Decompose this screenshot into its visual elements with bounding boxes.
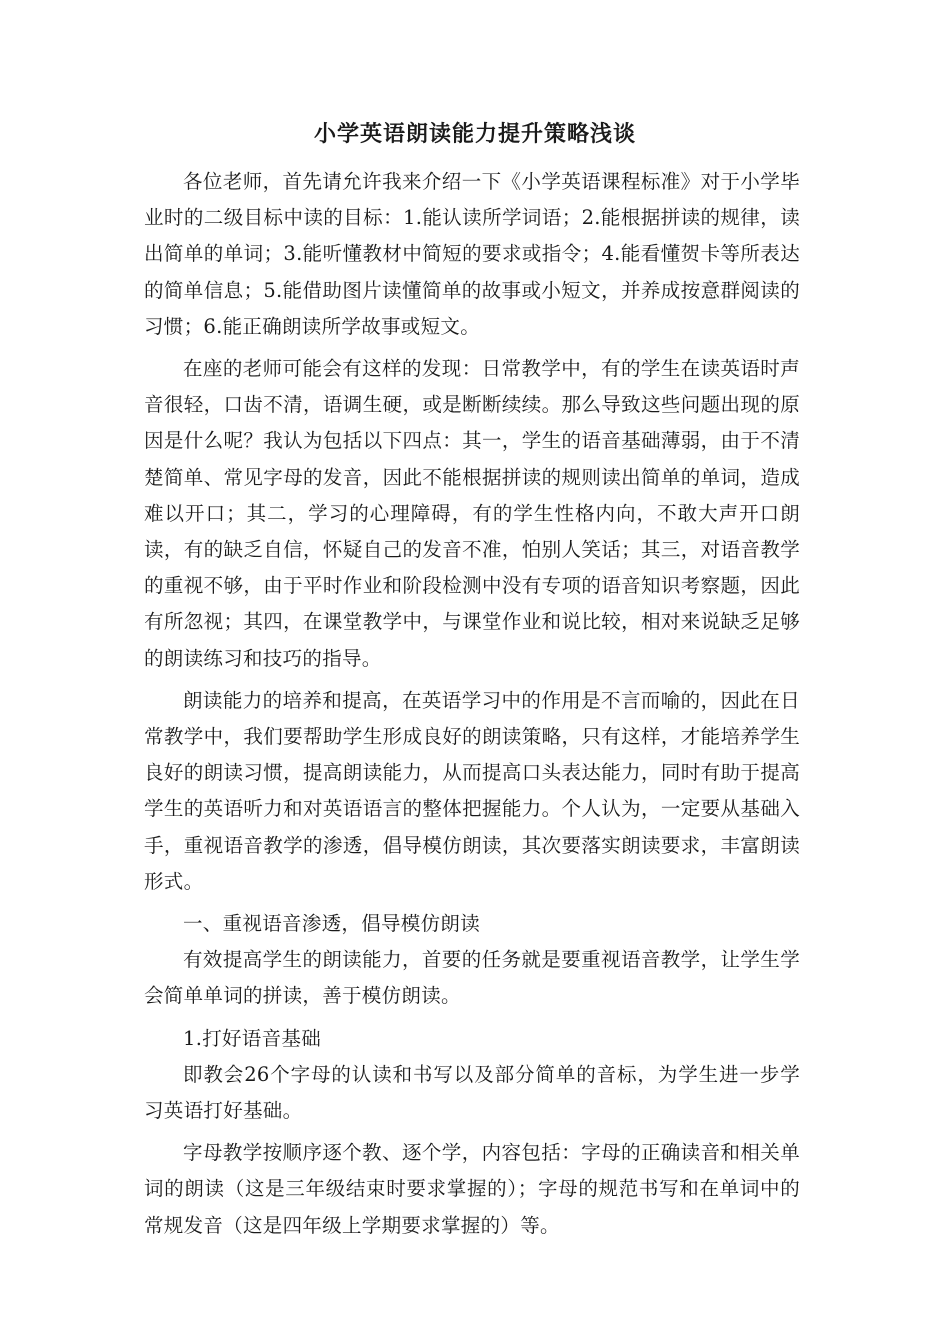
subsection-heading-1: 1.打好语音基础 xyxy=(183,1026,322,1050)
section-heading-1: 一、重视语音渗透，倡导模仿朗读 xyxy=(183,912,481,936)
paragraph-problem-causes: 在座的老师可能会有这样的发现：日常教学中，有的学生在读英语时声音很轻，口齿不清，语调生硬，或是断断续续。那么导致这些问题出现的原因是什么呢？我认为包括以下四点：其一，学生的语音基础薄弱，由于不清楚简单、常见字母的发音，因此不能根据拼读的规则读出简单的单词，造成难以开口；其二，学习的心理障碍，有的学生性格内向，不敢大声开口朗读，有的缺乏自信，怀疑自己的发音不准，怕别人笑话；其三，对语音教学的重视不够，由于平时作业和阶段检测中没有专项的语音知识考察题，因此有所忽视；其四，在课堂教学中，与课堂作业和说比较，相对来说缺乏足够的朗读练习和技巧的指导。 xyxy=(144,357,800,670)
paragraph-subsection-1a: 即教会26个字母的认读和书写以及部分简单的音标，为学生进一步学习英语打好基础。 xyxy=(144,1062,800,1123)
paragraph-section-1: 有效提高学生的朗读能力，首要的任务就是要重视语音教学，让学生学会简单单词的拼读，善于模仿朗读。 xyxy=(144,948,800,1008)
paragraph-curriculum-goals: 各位老师，首先请允许我来介绍一下《小学英语课程标准》对于小学毕业时的二级目标中读的目标：1.能认读所学词语；2.能根据拼读的规律，读出简单的单词；3.能听懂教材中简短的要求或指令；4.能看懂贺卡等所表达的简单信息；5.能借助图片读懂简单的故事或小短文，并养成按意群阅读的习惯；6.能正确朗读所学故事或短文。 xyxy=(144,170,800,338)
paragraph-reading-importance: 朗读能力的培养和提高，在英语学习中的作用是不言而喻的，因此在日常教学中，我们要帮助学生形成良好的朗读策略，只有这样，才能培养学生良好的朗读习惯，提高朗读能力，从而提高口头表达能力，同时有助于提高学生的英语听力和对英语语言的整体把握能力。个人认为，一定要从基础入手，重视语音教学的渗透，倡导模仿朗读，其次要落实朗读要求，丰富朗读形式。 xyxy=(144,688,800,893)
document-title: 小学英语朗读能力提升策略浅谈 xyxy=(313,121,636,147)
document-body xyxy=(144,164,800,1244)
paragraph-subsection-1b: 字母教学按顺序逐个教、逐个学，内容包括：字母的正确读音和相关单词的朗读（这是三年级结束时要求掌握的）；字母的规范书写和在单词中的常规发音（这是四年级上学期要求掌握的）等。 xyxy=(144,1141,800,1237)
